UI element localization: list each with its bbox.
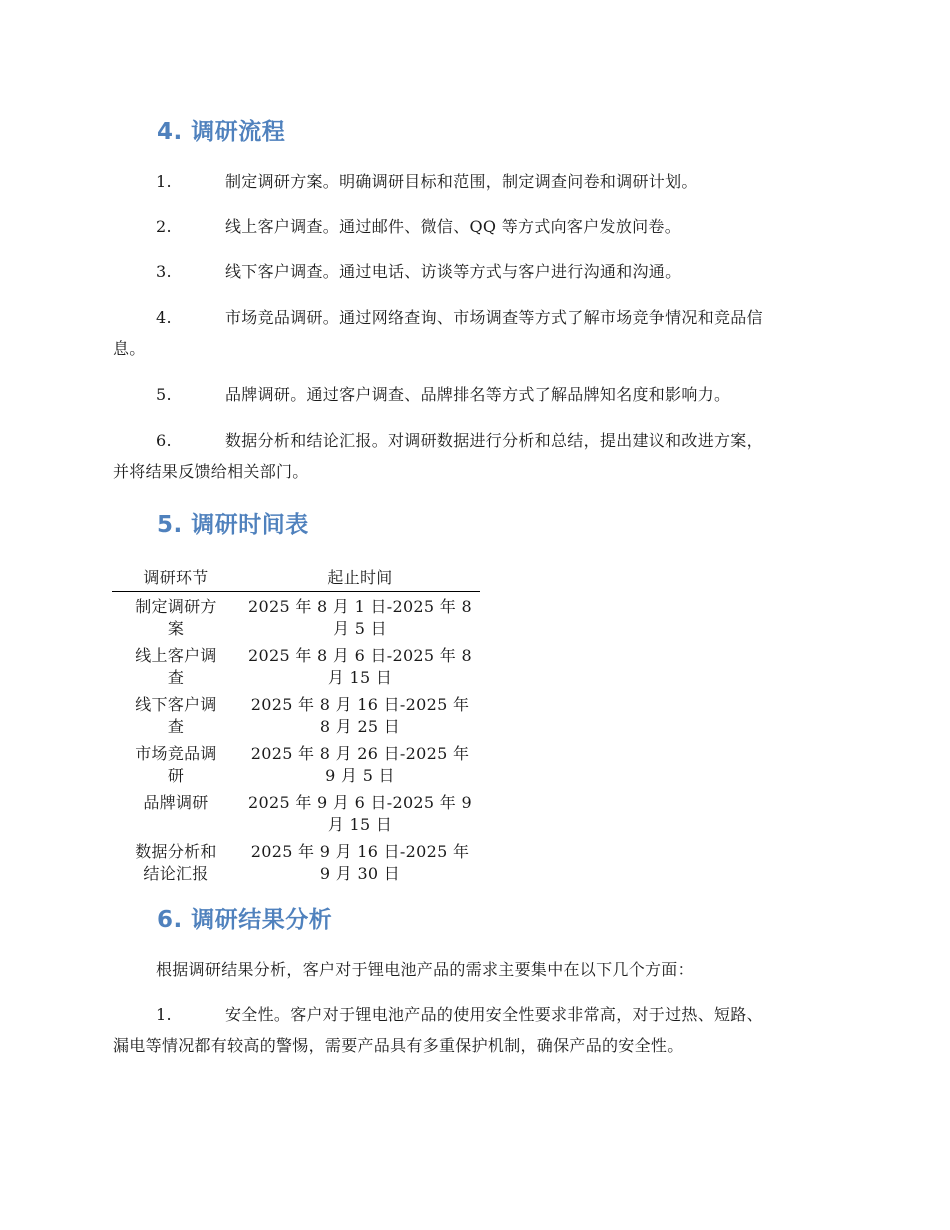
list-text-continuation: 并将结果反馈给相关部门。 (113, 462, 309, 481)
table-cell-stage (112, 592, 240, 641)
cell-line: 2025 年 8 月 26 日-2025 年 (250, 744, 470, 763)
list-item (113, 256, 843, 287)
list-item (113, 211, 843, 242)
cell-line: 月 15 日 (327, 668, 393, 687)
cell-line: 9 月 5 日 (325, 766, 395, 785)
list-item (113, 166, 843, 197)
cell-line: 查 (167, 717, 185, 736)
cell-line: 2025 年 9 月 16 日-2025 年 (250, 842, 470, 861)
list-text: 市场竞品调研。通过网络查询、市场调查等方式了解市场竞争情况和竞品信 (225, 308, 763, 327)
cell-line: 结论汇报 (143, 864, 209, 883)
intro-paragraph: 根据调研结果分析，客户对于锂电池产品的需求主要集中在以下几个方面： (156, 960, 694, 979)
cell-line: 2025 年 8 月 16 日-2025 年 (250, 695, 470, 714)
list-number: 1. (156, 172, 172, 191)
list-number: 5. (156, 385, 172, 404)
table-row (112, 641, 480, 690)
cell-line: 线下客户调 (135, 695, 217, 714)
cell-line: 月 5 日 (333, 619, 387, 638)
list-item (113, 379, 843, 410)
list-text-continuation: 息。 (113, 339, 146, 358)
cell-line: 2025 年 9 月 6 日-2025 年 9 (248, 793, 472, 812)
list-number: 4. (156, 308, 172, 327)
list-item (113, 302, 843, 364)
cell-line: 线上客户调 (135, 646, 217, 665)
table-header (112, 565, 480, 592)
cell-line: 8 月 25 日 (319, 717, 401, 736)
table-cell-stage (112, 739, 240, 788)
table-row (112, 690, 480, 739)
cell-line: 市场竞品调 (135, 744, 217, 763)
table-row (112, 837, 480, 886)
list-number: 1. (156, 1005, 172, 1024)
table-cell-period (240, 641, 480, 690)
table-cell-stage (112, 690, 240, 739)
table-cell-period (240, 690, 480, 739)
schedule-table (112, 565, 480, 886)
cell-line: 2025 年 8 月 1 日-2025 年 8 (248, 597, 472, 616)
table-cell-period (240, 837, 480, 886)
list-text: 制定调研方案。明确调研目标和范围，制定调查问卷和调研计划。 (225, 172, 698, 191)
list-text: 数据分析和结论汇报。对调研数据进行分析和总结，提出建议和改进方案， (225, 431, 763, 450)
table-cell-period (240, 788, 480, 837)
table-cell-stage (112, 788, 240, 837)
list-item (113, 425, 843, 487)
cell-line: 制定调研方 (135, 597, 217, 616)
cell-line: 研 (167, 766, 185, 785)
list-item (113, 999, 843, 1061)
list-text: 安全性。客户对于锂电池产品的使用安全性要求非常高，对于过热、短路、 (225, 1005, 763, 1024)
cell-line: 查 (167, 668, 185, 687)
table-row (112, 739, 480, 788)
list-number: 3. (156, 262, 172, 281)
section-heading-results: 6. 调研结果分析 (157, 907, 333, 933)
section-heading-process: 4. 调研流程 (157, 119, 286, 145)
list-text-continuation: 漏电等情况都有较高的警惕，需要产品具有多重保护机制，确保产品的安全性。 (113, 1036, 684, 1055)
section-heading-schedule: 5. 调研时间表 (157, 512, 309, 538)
cell-line: 9 月 30 日 (319, 864, 401, 883)
table-cell-stage (112, 641, 240, 690)
list-text: 线下客户调查。通过电话、访谈等方式与客户进行沟通和沟通。 (225, 262, 682, 281)
cell-line: 2025 年 8 月 6 日-2025 年 8 (248, 646, 472, 665)
table-row (112, 592, 480, 641)
list-text: 线上客户调查。通过邮件、微信、QQ 等方式向客户发放问卷。 (225, 217, 682, 236)
table-cell-period (240, 739, 480, 788)
cell-line: 品牌调研 (143, 793, 209, 812)
table-row (112, 788, 480, 837)
cell-line: 数据分析和 (135, 842, 217, 861)
cell-line: 案 (167, 619, 185, 638)
table-header-stage: 调研环节 (143, 568, 209, 587)
cell-line: 月 15 日 (327, 815, 393, 834)
table-header-period: 起止时间 (327, 568, 393, 587)
list-number: 6. (156, 431, 172, 450)
table-cell-stage (112, 837, 240, 886)
table-cell-period (240, 592, 480, 641)
list-number: 2. (156, 217, 172, 236)
list-text: 品牌调研。通过客户调查、品牌排名等方式了解品牌知名度和影响力。 (225, 385, 731, 404)
